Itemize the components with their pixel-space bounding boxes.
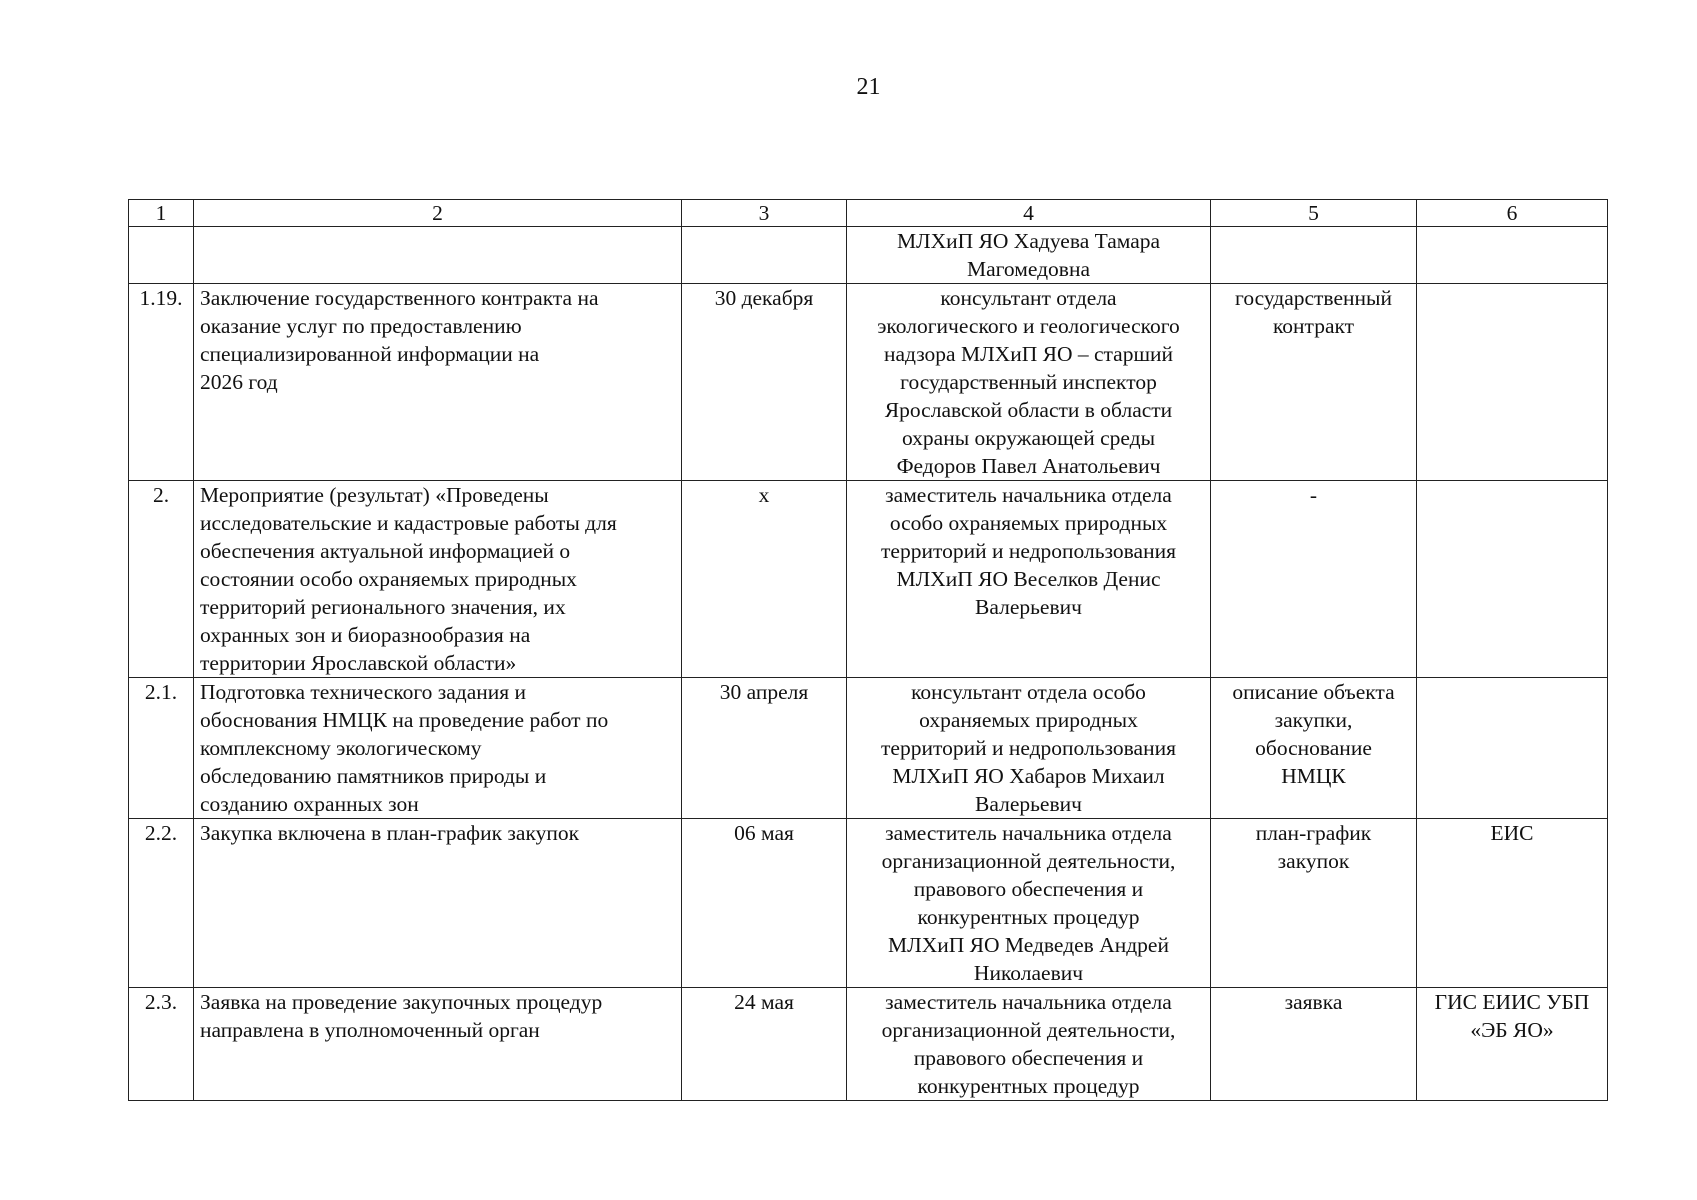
- responsible-cell: консультант отдела экологического и геологического надзора МЛХиП ЯО – старший государственный инспектор Ярославской области в области охраны окружающей среды Федоров Павел Анатольевич: [847, 284, 1211, 481]
- column-header-4: 4: [847, 200, 1211, 227]
- system-cell: [1417, 678, 1608, 819]
- activity-cell: [194, 227, 682, 284]
- column-header-6: 6: [1417, 200, 1608, 227]
- system-cell: [1417, 481, 1608, 678]
- table-row: [129, 678, 1608, 819]
- responsible-cell: заместитель начальника отдела организационной деятельности, правового обеспечения и конкурентных процедур: [847, 988, 1211, 1101]
- row-number: 2.2.: [129, 819, 194, 988]
- document-cell: план-график закупок: [1211, 819, 1417, 988]
- column-header-1: 1: [129, 200, 194, 227]
- responsible-cell: МЛХиП ЯО Хадуева Тамара Магомедовна: [847, 227, 1211, 284]
- activity-cell: Подготовка технического задания и обоснования НМЦК на проведение работ по комплексному экологическому обследованию памятников природы и созданию охранных зон: [194, 678, 682, 819]
- responsible-cell: заместитель начальника отдела организационной деятельности, правового обеспечения и конкурентных процедур МЛХиП ЯО Медведев Андрей Николаевич: [847, 819, 1211, 988]
- document-cell: описание объекта закупки, обоснование НМЦК: [1211, 678, 1417, 819]
- deadline-cell: 24 мая: [682, 988, 847, 1101]
- activity-cell: Мероприятие (результат) «Проведены исследовательские и кадастровые работы для обеспечения актуальной информацией о состоянии особо охраняемых природных территорий регионального значения, их охранных зон и биоразнообразия на территории Ярославской области»: [194, 481, 682, 678]
- deadline-cell: 06 мая: [682, 819, 847, 988]
- row-number: 2.1.: [129, 678, 194, 819]
- document-cell: государственный контракт: [1211, 284, 1417, 481]
- deadline-cell: 30 декабря: [682, 284, 847, 481]
- deadline-cell: [682, 227, 847, 284]
- table-row: [129, 284, 1608, 481]
- row-number: 2.: [129, 481, 194, 678]
- activity-cell: Закупка включена в план-график закупок: [194, 819, 682, 988]
- responsible-cell: заместитель начальника отдела особо охраняемых природных территорий и недропользования МЛХиП ЯО Веселков Денис Валерьевич: [847, 481, 1211, 678]
- row-number: 1.19.: [129, 284, 194, 481]
- table-row: [129, 227, 1608, 284]
- system-cell: [1417, 227, 1608, 284]
- document-cell: [1211, 227, 1417, 284]
- table-row: [129, 481, 1608, 678]
- activity-plan-table: [128, 199, 1608, 1101]
- page-number: 21: [856, 74, 881, 100]
- responsible-cell: консультант отдела особо охраняемых природных территорий и недропользования МЛХиП ЯО Хабаров Михаил Валерьевич: [847, 678, 1211, 819]
- row-number: 2.3.: [129, 988, 194, 1101]
- system-cell: [1417, 284, 1608, 481]
- system-cell: ГИС ЕИИС УБП «ЭБ ЯО»: [1417, 988, 1608, 1101]
- deadline-cell: 30 апреля: [682, 678, 847, 819]
- activity-cell: Заявка на проведение закупочных процедур направлена в уполномоченный орган: [194, 988, 682, 1101]
- system-cell: ЕИС: [1417, 819, 1608, 988]
- deadline-cell: х: [682, 481, 847, 678]
- table-header-row: [129, 200, 1608, 227]
- document-cell: -: [1211, 481, 1417, 678]
- row-number: [129, 227, 194, 284]
- table-row: [129, 819, 1608, 988]
- document-cell: заявка: [1211, 988, 1417, 1101]
- activity-cell: Заключение государственного контракта на оказание услуг по предоставлению специализированной информации на 2026 год: [194, 284, 682, 481]
- table-row: [129, 988, 1608, 1101]
- column-header-2: 2: [194, 200, 682, 227]
- column-header-3: 3: [682, 200, 847, 227]
- column-header-5: 5: [1211, 200, 1417, 227]
